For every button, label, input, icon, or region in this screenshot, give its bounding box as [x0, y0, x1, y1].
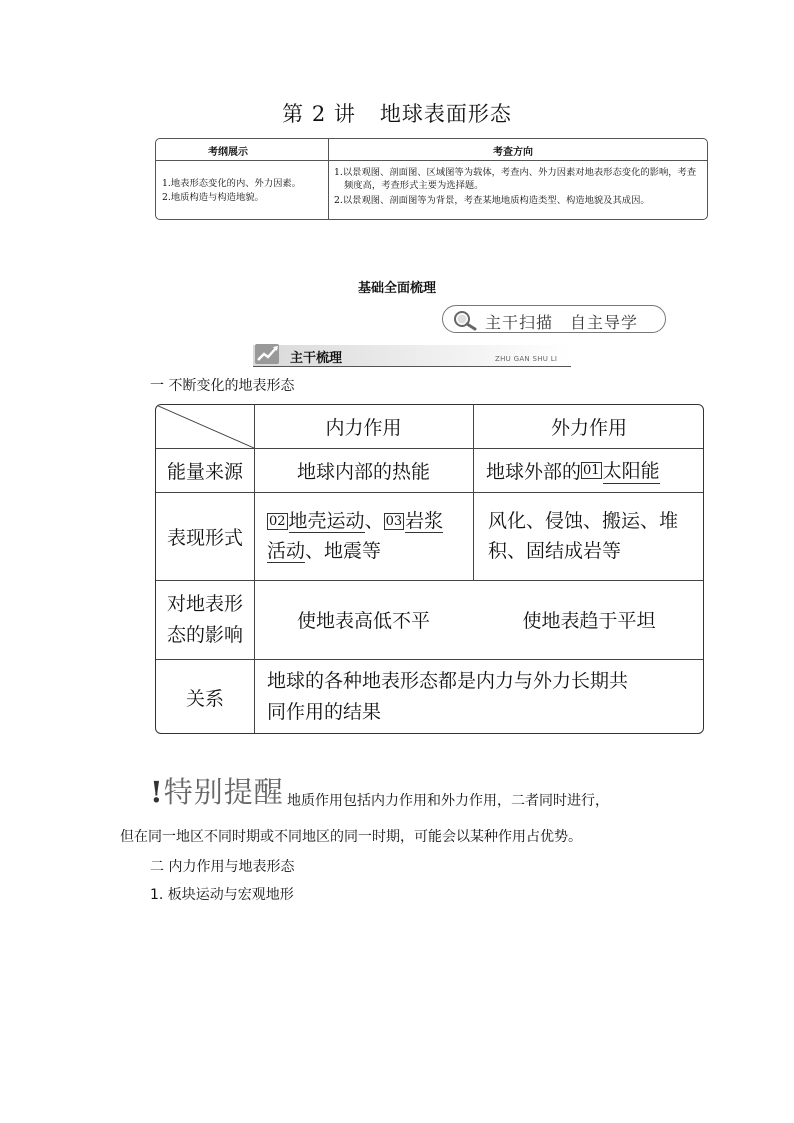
page-title: 第 2 讲 地球表面形态	[282, 102, 512, 126]
internal-energy-source: 地球内部的热能	[296, 460, 430, 483]
row-label-influence: 对地表形 态的影响	[166, 592, 243, 646]
answer-number-01: 01	[583, 462, 600, 478]
row-label-relationship: 关系	[185, 687, 224, 710]
exclamation-icon: !	[150, 775, 164, 809]
answer-magma-activity-part1: 岩浆	[405, 510, 444, 532]
heading-changing-landforms: 一 不断变化的地表形态	[150, 378, 295, 394]
reminder-text-line1: 地质作用包括内力作用和外力作用，二者同时进行，	[287, 793, 609, 809]
internal-influence: 使地表高低不平	[296, 610, 430, 632]
section-banner	[253, 341, 571, 367]
row-label-manifestation: 表现形式	[166, 526, 243, 549]
forces-comparison-table	[155, 404, 704, 734]
heading-plate-movement: 1. 板块运动与宏观地形	[150, 887, 294, 903]
answer-number-03: 03	[385, 514, 403, 529]
banner-pinyin: ZHU GAN SHU LI	[495, 355, 558, 363]
internal-manifestation: 02 地壳运动、 03 岩浆 活动、地震等	[267, 510, 444, 562]
special-reminder-heading: !特别提醒	[150, 775, 284, 809]
external-energy-source: 地球外部的 01 太阳能	[486, 448, 704, 492]
relationship-content: 地球的各种地表形态都是内力与外力长期共 同作用的结果	[267, 670, 629, 723]
section-title: 基础全面梳理	[357, 281, 436, 296]
answer-magma-activity-part2: 活动	[267, 540, 306, 562]
row-label-energy-source: 能量来源	[166, 460, 243, 483]
external-manifestation: 风化、侵蚀、搬运、堆 积、固结成岩等	[488, 510, 679, 562]
outline-col2-content: 1.以景观图、剖面图、区域图等为载体，考查内、外力因素对地表形态变化的影响，考查频度高，考查形式主要为选择题。 2.以景观图、剖面图等为背景，考查某地地质构造类型、构造地貌及其成因。	[334, 167, 697, 206]
outline-header-row	[156, 139, 707, 161]
outline-col2-header: 考查方向	[493, 147, 533, 158]
external-influence: 使地表趋于平坦	[522, 610, 656, 632]
scan-pill	[442, 305, 666, 333]
magnifier-icon	[451, 309, 481, 331]
header-internal-force: 内力作用	[325, 417, 402, 439]
outline-col1-header: 考纲展示	[208, 147, 248, 158]
answer-solar-energy: 太阳能	[603, 456, 660, 484]
pill-label: 主干扫描 自主导学	[485, 313, 639, 332]
reminder-text-line2: 但在同一地区不同时期或不同地区的同一时期，可能会以某种作用占优势。	[120, 829, 582, 845]
banner-label: 主干梳理	[290, 351, 343, 366]
heading-internal-forces: 二 内力作用与地表形态	[150, 859, 295, 875]
exam-outline-table	[155, 138, 708, 220]
header-external-force: 外力作用	[550, 417, 627, 439]
outline-col1-content: 1.地表形态变化的内、外力因素。 2.地质构造与构造地貌。	[162, 178, 302, 203]
header-diagonal	[156, 405, 254, 448]
answer-number-02: 02	[269, 514, 286, 529]
answer-crustal-movement: 地壳运动	[288, 510, 365, 532]
trend-chart-icon	[253, 341, 283, 367]
